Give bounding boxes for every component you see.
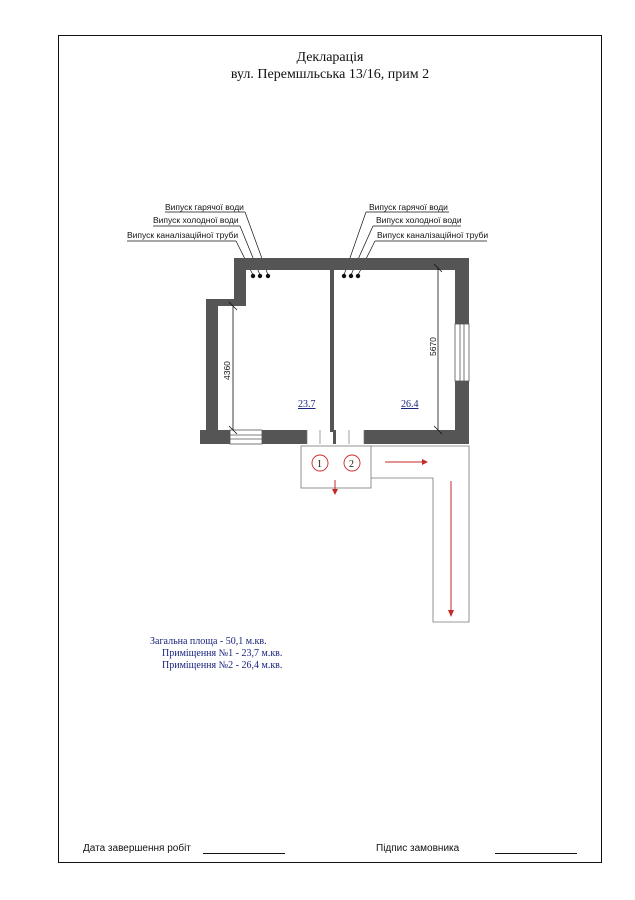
customer-signature-line	[495, 853, 577, 854]
wall-top	[234, 258, 456, 270]
wall-bottom-right	[364, 430, 469, 444]
utility-point-sewage-right	[356, 274, 360, 278]
window-right	[455, 324, 469, 381]
utility-label-sewage-left: Випуск каналізаційної труби	[127, 230, 239, 240]
porch-outline	[301, 446, 371, 488]
utility-point-hot-left	[266, 274, 270, 278]
utility-point-sewage-left	[251, 274, 255, 278]
dimension-left-label: 4360	[222, 361, 232, 380]
utility-label-cold-water-right: Випуск холодної води	[376, 215, 462, 225]
wall-bottom-left-stub	[200, 430, 230, 444]
wall-partition	[330, 262, 334, 432]
summary-total-area: Загальна площа - 50,1 м.кв.	[150, 636, 267, 647]
room-1-number: 1	[317, 459, 322, 470]
completion-date-label: Дата завершення робіт	[83, 843, 191, 854]
customer-signature-label: Підпис замовника	[376, 843, 460, 854]
room-2-number: 2	[349, 459, 354, 470]
utility-points	[251, 274, 360, 278]
utility-label-hot-water-left: Випуск гарячої води	[165, 202, 244, 212]
entrance-porch	[301, 446, 371, 488]
wall-right-upper	[455, 258, 469, 324]
wall-partition-base	[333, 430, 336, 444]
utility-label-hot-water-right: Випуск гарячої води	[369, 202, 448, 212]
room-number-markers	[312, 455, 360, 471]
wall-left-main	[206, 299, 218, 444]
room-1-area: 23.7	[298, 399, 316, 410]
summary-room-1: Приміщення №1 - 23,7 м.кв.	[162, 648, 283, 659]
utility-point-hot-right	[342, 274, 346, 278]
utility-label-sewage-right: Випуск каналізаційної труби	[377, 230, 489, 240]
wall-left-upper	[234, 258, 246, 304]
outdoor-path	[371, 446, 469, 622]
wall-bottom-middle	[262, 430, 307, 444]
address-line: вул. Перемшльська 13/16, прим 2	[230, 67, 430, 82]
exit-arrows	[332, 459, 454, 617]
room-2-area: 26.4	[401, 399, 419, 410]
dimension-right-label: 5670	[428, 337, 438, 356]
summary-room-2: Приміщення №2 - 26,4 м.кв.	[162, 660, 283, 671]
utility-point-cold-left	[258, 274, 262, 278]
completion-date-line	[203, 853, 285, 854]
page-title: Декларація	[296, 50, 364, 65]
utility-point-cold-right	[349, 274, 353, 278]
utility-label-cold-water-left: Випуск холодної води	[153, 215, 239, 225]
